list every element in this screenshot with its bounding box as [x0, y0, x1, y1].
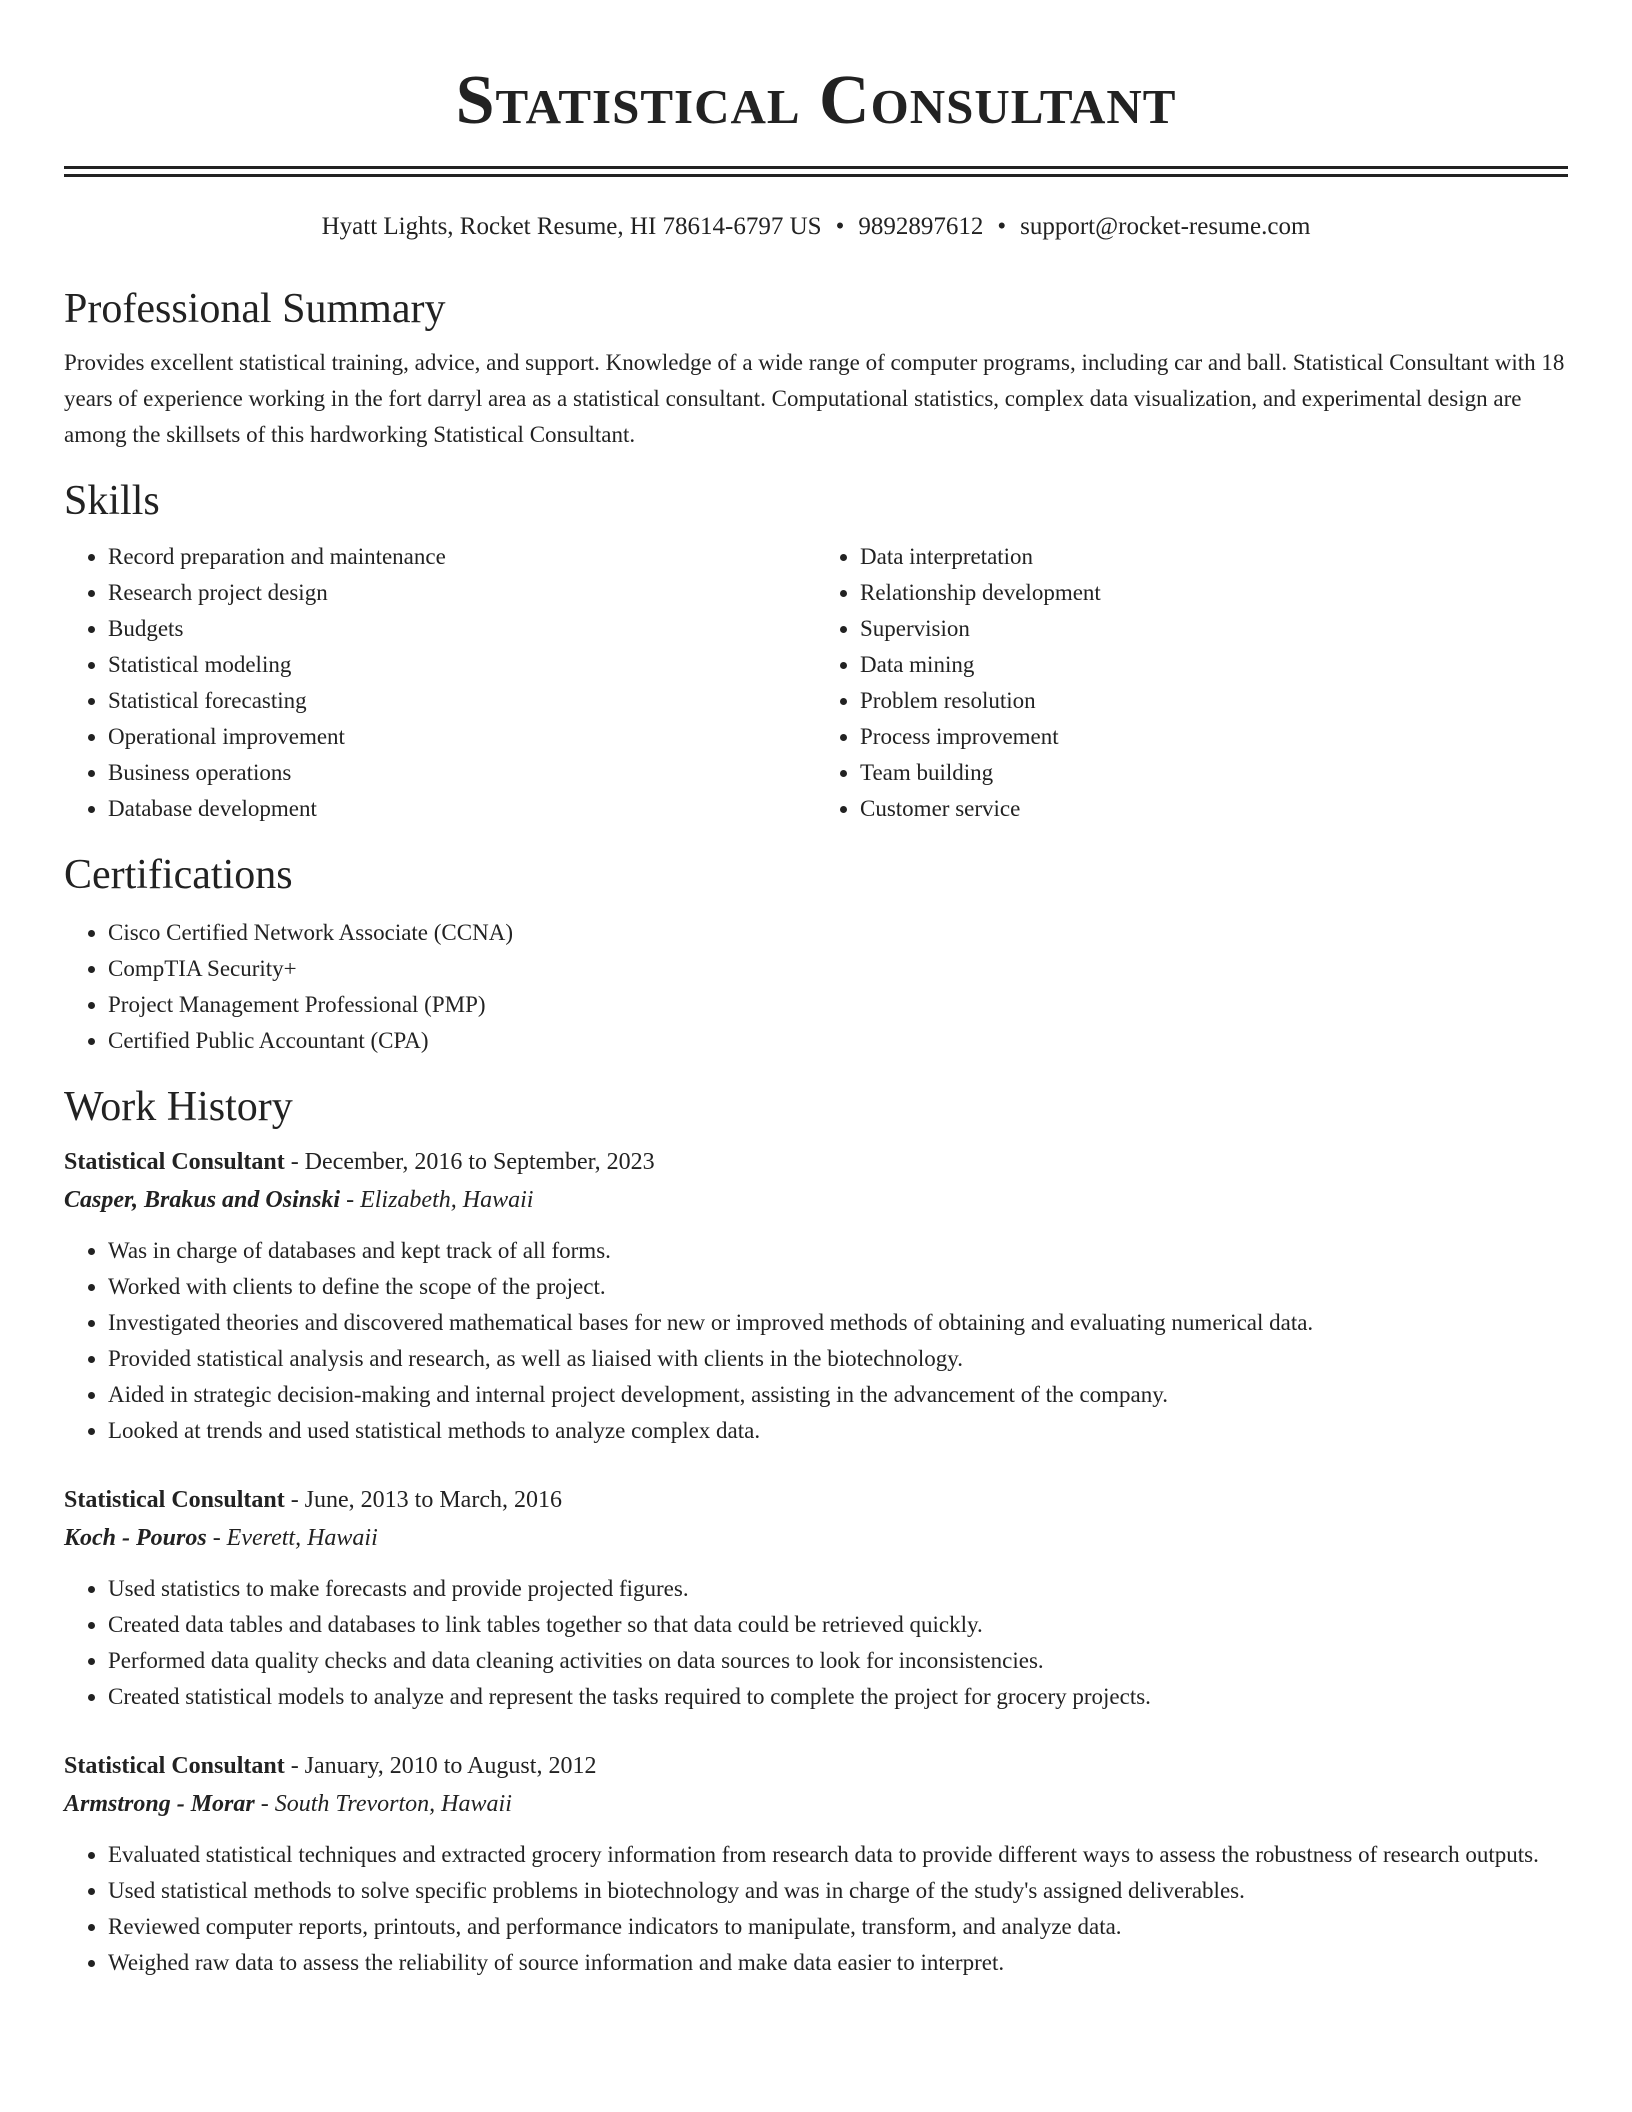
job-title: Statistical Consultant: [64, 1487, 285, 1513]
job-bullet: • Looked at trends and used statistical methods to analyze complex data.: [108, 1413, 1568, 1449]
certifications-list: [64, 915, 1568, 1059]
job-bullet: • Weighed raw data to assess the reliability of source information and make data easier to interpret.: [108, 1945, 1568, 1981]
job-entry: [64, 1747, 1568, 1981]
job-title-line: [64, 1481, 1568, 1519]
job-company-line: [64, 1785, 1568, 1823]
job-dates: - June, 2013 to March, 2016: [284, 1487, 562, 1513]
job-bullet: • Worked with clients to define the scope of the project.: [108, 1269, 1568, 1305]
work-history-heading: Work History: [64, 1084, 293, 1130]
job-bullet: • Aided in strategic decision-making and internal project development, assisting in the advancement of the company.: [108, 1377, 1568, 1413]
summary-text: Provides excellent statistical training, advice, and support. Knowledge of a wide range of computer programs, including car and ball. Statistical Consultant with 18 years of experience working in the fort darryl area as a statistical consultant. Computational statistics, complex data visualization, and experimental design are among the skillsets of this hardworking Statistical Consultant.: [64, 350, 1565, 447]
contact-phone: 9892897612: [858, 213, 984, 240]
skills-heading: Skills: [64, 478, 160, 524]
job-company-line: [64, 1519, 1568, 1557]
job-location: - Everett, Hawaii: [206, 1525, 378, 1551]
job-company: Koch - Pouros: [64, 1525, 207, 1551]
contact-address: Hyatt Lights, Rocket Resume, HI 78614-6797 US: [321, 213, 822, 240]
skill-item: • Record preparation and maintenance: [108, 539, 816, 575]
skills-column-right: [816, 539, 1568, 827]
job-title-line: [64, 1747, 1568, 1785]
skill-item: • Data interpretation: [860, 539, 1568, 575]
job-bullet: • Created data tables and databases to link tables together so that data could be retrieved quickly.: [108, 1607, 1568, 1643]
job-company-line: [64, 1181, 1568, 1219]
job-bullet: • Used statistical methods to solve specific problems in biotechnology and was in charge of the study's assigned deliverables.: [108, 1873, 1568, 1909]
job-bullet: • Used statistics to make forecasts and provide projected figures.: [108, 1571, 1568, 1607]
job-company: Armstrong - Morar: [64, 1791, 255, 1817]
job-title: Statistical Consultant: [64, 1753, 285, 1779]
certifications-heading: Certifications: [64, 852, 293, 898]
job-title: Statistical Consultant: [64, 1149, 285, 1175]
skill-item: • Research project design: [108, 575, 816, 611]
skill-item: • Supervision: [860, 611, 1568, 647]
job-bullets: [64, 1233, 1568, 1449]
job-bullet: • Performed data quality checks and data cleaning activities on data sources to look for inconsistencies.: [108, 1643, 1568, 1679]
summary-heading: Professional Summary: [64, 286, 446, 332]
job-entry: [64, 1481, 1568, 1715]
skills-column-left: [64, 539, 816, 827]
job-bullets: [64, 1837, 1568, 1981]
job-bullets: [64, 1571, 1568, 1715]
skill-item: • Operational improvement: [108, 719, 816, 755]
certification-item: • CompTIA Security+: [108, 951, 1568, 987]
job-bullet: • Evaluated statistical techniques and extracted grocery information from research data to provide different ways to assess the robustness of research outputs.: [108, 1837, 1568, 1873]
job-dates: - December, 2016 to September, 2023: [284, 1149, 655, 1175]
candidate-name: Statistical Consultant: [455, 62, 1177, 139]
contact-separator: •: [997, 213, 1007, 240]
job-bullet: • Investigated theories and discovered mathematical bases for new or improved methods of obtaining and evaluating numerical data.: [108, 1305, 1568, 1341]
skill-item: • Problem resolution: [860, 683, 1568, 719]
certification-item: • Project Management Professional (PMP): [108, 987, 1568, 1023]
skill-item: • Process improvement: [860, 719, 1568, 755]
certification-item: • Cisco Certified Network Associate (CCNA): [108, 915, 1568, 951]
job-entry: [64, 1143, 1568, 1449]
skill-item: • Budgets: [108, 611, 816, 647]
job-bullet: • Was in charge of databases and kept track of all forms.: [108, 1233, 1568, 1269]
skills-list: [64, 539, 1568, 827]
contact-email: support@rocket-resume.com: [1020, 213, 1311, 240]
certification-item: • Certified Public Accountant (CPA): [108, 1023, 1568, 1059]
skill-item: • Data mining: [860, 647, 1568, 683]
job-dates: - January, 2010 to August, 2012: [284, 1753, 597, 1779]
contact-line: [64, 211, 1568, 243]
skill-item: • Team building: [860, 755, 1568, 791]
job-company: Casper, Brakus and Osinski: [64, 1187, 341, 1213]
contact-separator: •: [835, 213, 845, 240]
job-location: - Elizabeth, Hawaii: [340, 1187, 534, 1213]
header-divider: [64, 166, 1568, 177]
job-bullet: • Provided statistical analysis and research, as well as liaised with clients in the biotechnology.: [108, 1341, 1568, 1377]
skill-item: • Business operations: [108, 755, 816, 791]
job-bullet: • Created statistical models to analyze and represent the tasks required to complete the project for grocery projects.: [108, 1679, 1568, 1715]
skill-item: • Statistical modeling: [108, 647, 816, 683]
skill-item: • Customer service: [860, 791, 1568, 827]
skill-item: • Statistical forecasting: [108, 683, 816, 719]
job-bullet: • Reviewed computer reports, printouts, and performance indicators to manipulate, transform, and analyze data.: [108, 1909, 1568, 1945]
skill-item: • Relationship development: [860, 575, 1568, 611]
skill-item: • Database development: [108, 791, 816, 827]
job-title-line: [64, 1143, 1568, 1181]
job-location: - South Trevorton, Hawaii: [254, 1791, 512, 1817]
